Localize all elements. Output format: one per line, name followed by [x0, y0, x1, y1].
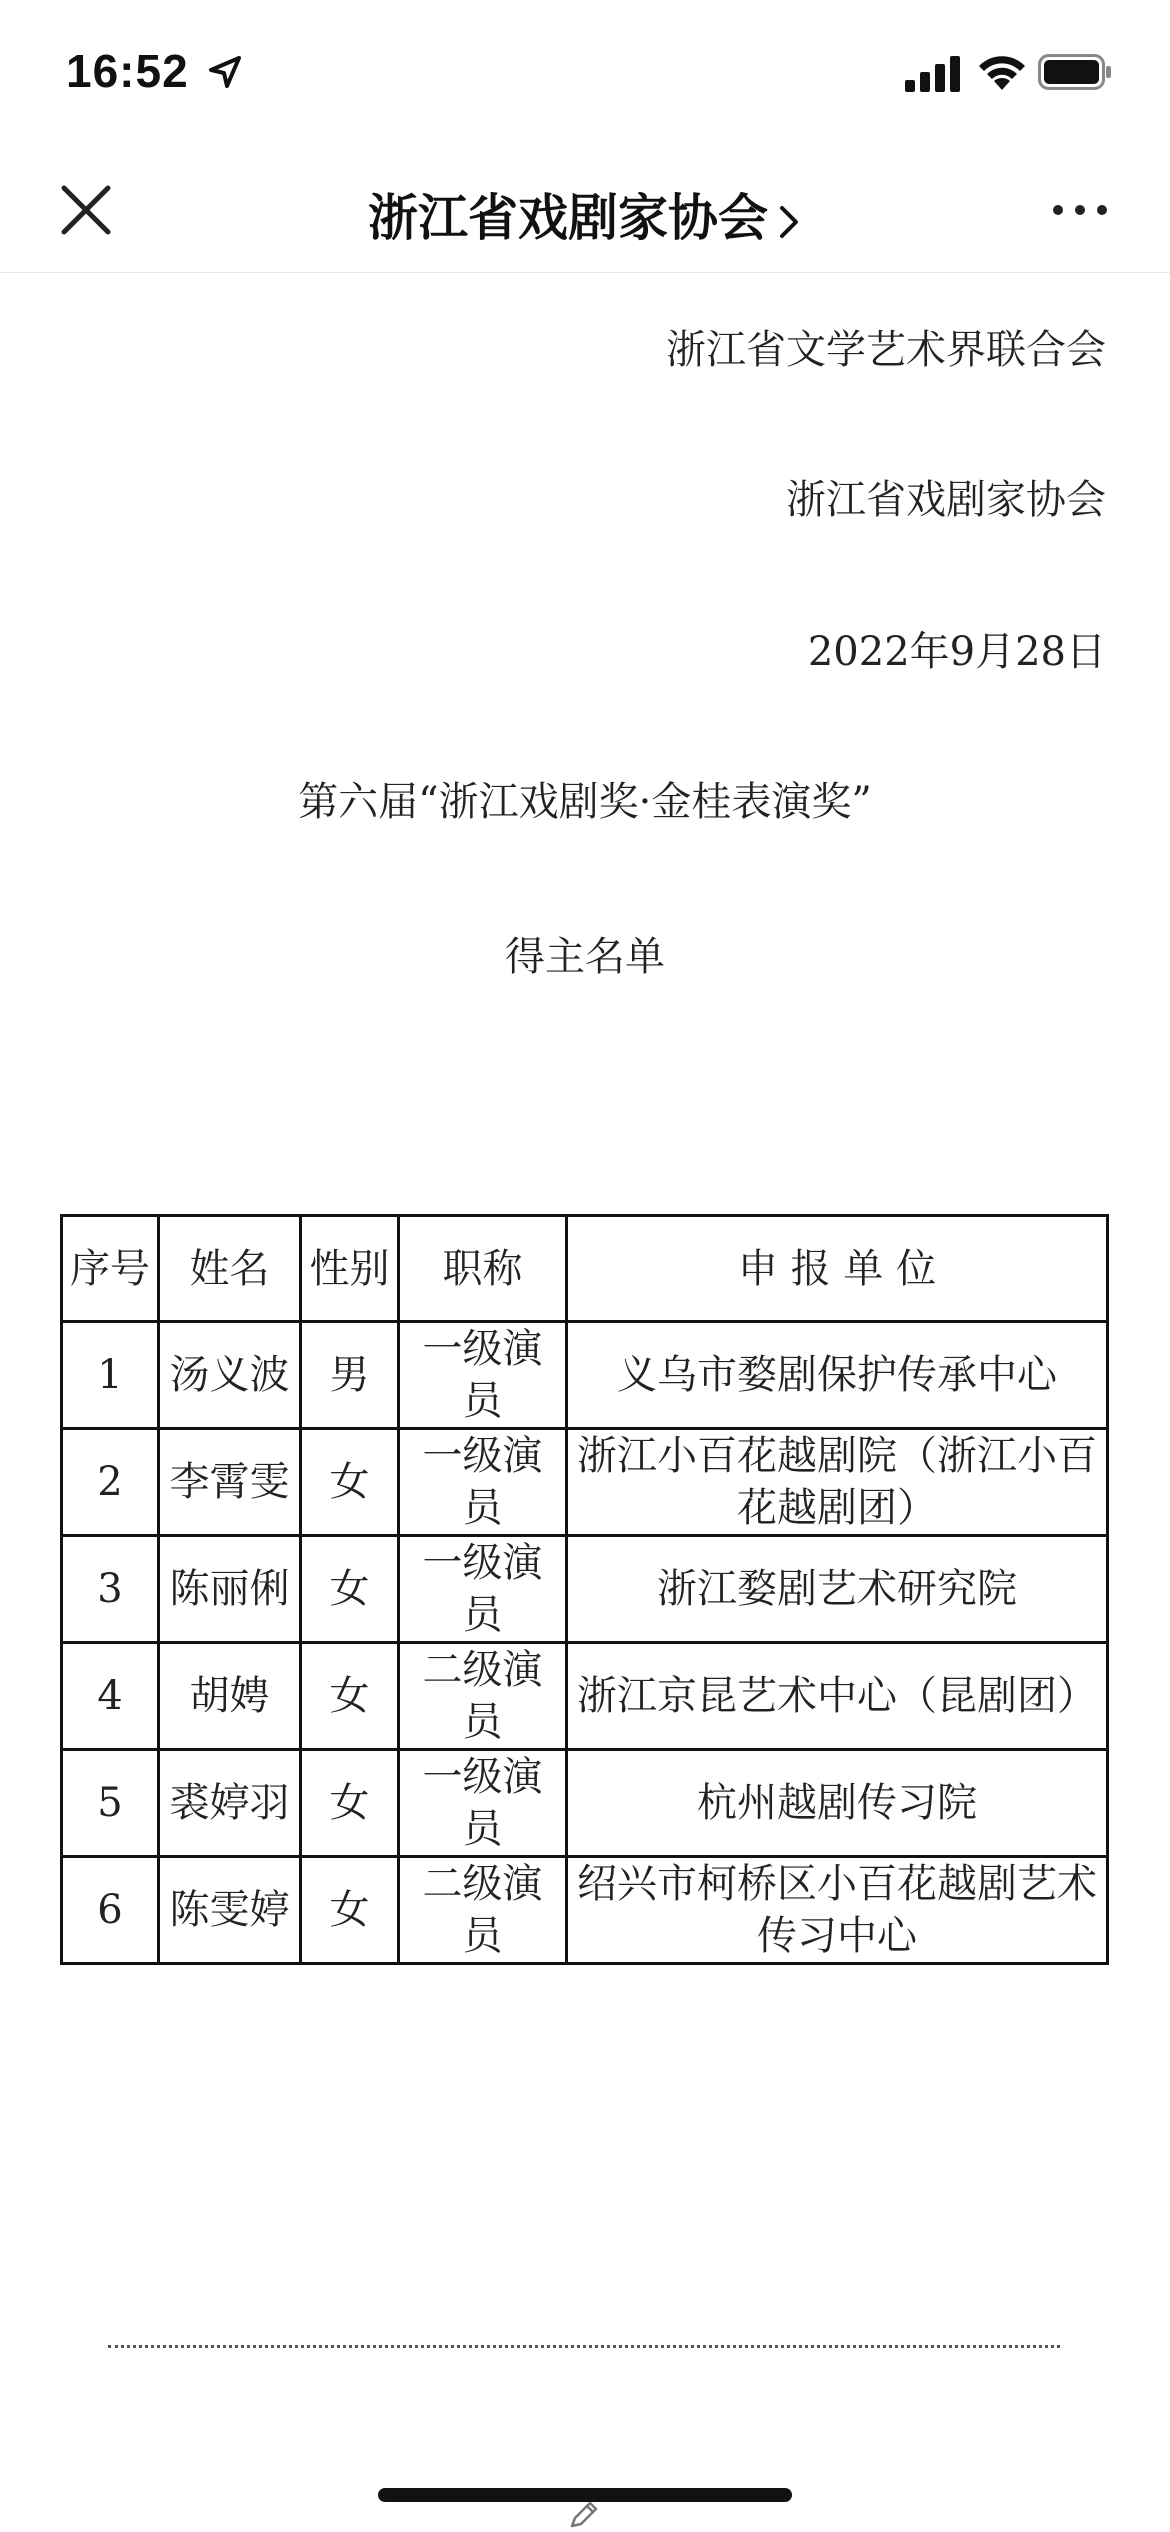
- nav-title[interactable]: [0, 178, 1170, 250]
- cell-title: 一级演员: [399, 1750, 567, 1857]
- pencil-icon[interactable]: [566, 2498, 602, 2532]
- chevron-right-icon: [776, 202, 802, 242]
- battery-icon: [1038, 54, 1112, 90]
- cell-name: 汤义波: [159, 1322, 301, 1429]
- cell-title: 一级演员: [399, 1429, 567, 1536]
- cell-name: 李霄雯: [159, 1429, 301, 1536]
- cell-no: 3: [62, 1536, 159, 1643]
- location-arrow-icon: [205, 52, 245, 92]
- cell-unit: 浙江小百花越剧院（浙江小百花越剧团）: [567, 1429, 1108, 1536]
- cell-no: 2: [62, 1429, 159, 1536]
- header-name: 姓名: [159, 1216, 301, 1322]
- winners-table: [60, 1214, 1109, 1965]
- cell-name: 裘婷羽: [159, 1750, 301, 1857]
- nav-bar: [0, 150, 1170, 273]
- org-drama-association: 浙江省戏剧家协会: [786, 477, 1106, 523]
- cell-unit: 杭州越剧传习院: [567, 1750, 1108, 1857]
- cell-title: 二级演员: [399, 1643, 567, 1750]
- cell-title: 一级演员: [399, 1536, 567, 1643]
- date: 2022年9月28日: [807, 629, 1106, 675]
- nav-title-text: 浙江省戏剧家协会: [368, 189, 768, 247]
- winners-subheading: 得主名单: [505, 934, 665, 980]
- cell-gender: 女: [301, 1429, 399, 1536]
- table-row: [62, 1536, 1108, 1643]
- cell-gender: 女: [301, 1536, 399, 1643]
- cell-unit: 浙江京昆艺术中心（昆剧团）: [567, 1643, 1108, 1750]
- cell-title: 二级演员: [399, 1857, 567, 1964]
- cell-gender: 男: [301, 1322, 399, 1429]
- header-gender: 性别: [301, 1216, 399, 1322]
- table-row: [62, 1429, 1108, 1536]
- header-no: 序号: [62, 1216, 159, 1322]
- table-row: [62, 1643, 1108, 1750]
- wifi-icon: [976, 52, 1028, 92]
- org-federation: 浙江省文学艺术界联合会: [666, 327, 1106, 373]
- table-header-row: [62, 1216, 1108, 1322]
- cell-unit: 绍兴市柯桥区小百花越剧艺术传习中心: [567, 1857, 1108, 1964]
- status-bar: [0, 0, 1170, 150]
- cell-no: 6: [62, 1857, 159, 1964]
- status-time: 16:52: [66, 45, 189, 97]
- cell-unit: 浙江婺剧艺术研究院: [567, 1536, 1108, 1643]
- cell-no: 1: [62, 1322, 159, 1429]
- table-row: [62, 1750, 1108, 1857]
- more-icon[interactable]: [1050, 198, 1110, 222]
- cellular-signal-icon: [905, 56, 961, 92]
- cell-name: 陈丽俐: [159, 1536, 301, 1643]
- header-unit: 申 报 单 位: [567, 1216, 1108, 1322]
- dotted-divider: [108, 2345, 1060, 2348]
- cell-title: 一级演员: [399, 1322, 567, 1429]
- cell-gender: 女: [301, 1643, 399, 1750]
- cell-name: 胡娉: [159, 1643, 301, 1750]
- table-row: [62, 1322, 1108, 1429]
- cell-unit: 义乌市婺剧保护传承中心: [567, 1322, 1108, 1429]
- cell-name: 陈雯婷: [159, 1857, 301, 1964]
- cell-no: 4: [62, 1643, 159, 1750]
- award-heading: 第六届“浙江戏剧奖·金桂表演奖”: [298, 779, 872, 825]
- cell-gender: 女: [301, 1750, 399, 1857]
- table-row: [62, 1857, 1108, 1964]
- header-title: 职称: [399, 1216, 567, 1322]
- cell-no: 5: [62, 1750, 159, 1857]
- cell-gender: 女: [301, 1857, 399, 1964]
